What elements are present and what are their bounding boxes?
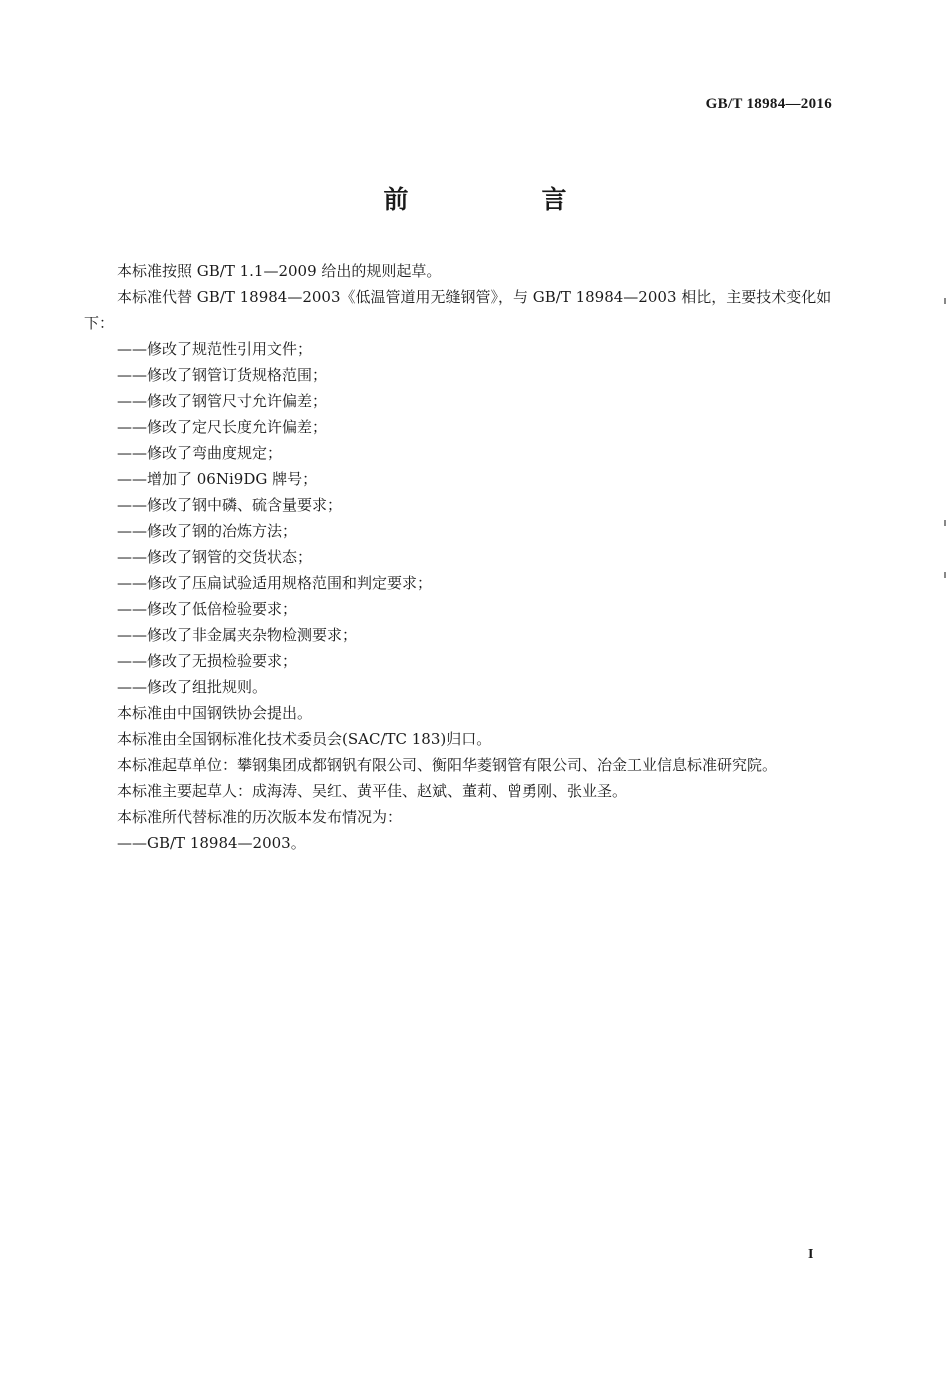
list-item: ——修改了组批规则。 <box>117 678 268 696</box>
page-title: 前 言 <box>383 185 621 214</box>
scan-mark <box>944 520 946 526</box>
list-item: ——修改了钢管的交货状态； <box>117 548 313 566</box>
drafting-units-paragraph: 本标准起草单位：攀钢集团成都钢钒有限公司、衡阳华菱钢管有限公司、冶金工业信息标准研究院。 <box>117 756 778 774</box>
changes-list <box>84 336 836 700</box>
scan-mark <box>944 298 946 304</box>
list-item: ——修改了无损检验要求； <box>117 652 298 670</box>
history-intro-paragraph: 本标准所代替标准的历次版本发布情况为： <box>117 808 403 826</box>
drafters-paragraph: 本标准主要起草人：成海涛、吴红、黄平佳、赵斌、董莉、曾勇刚、张业圣。 <box>117 782 628 800</box>
committee-paragraph: 本标准由全国钢标准化技术委员会(SAC/TC 183)归口。 <box>117 730 492 748</box>
list-item: ——修改了弯曲度规定； <box>117 444 283 462</box>
list-item: ——GB/T 18984—2003。 <box>117 834 306 852</box>
list-item: ——修改了非金属夹杂物检测要求； <box>117 626 358 644</box>
page-number: I <box>808 1247 814 1262</box>
intro-paragraph: 本标准按照 GB/T 1.1—2009 给出的规则起草。 <box>117 262 442 280</box>
proposer-paragraph: 本标准由中国钢铁协会提出。 <box>117 704 313 722</box>
scan-mark <box>944 572 946 578</box>
list-item: ——修改了钢的冶炼方法； <box>117 522 298 540</box>
list-item: ——修改了钢管尺寸允许偏差； <box>117 392 328 410</box>
list-item: ——修改了定尺长度允许偏差； <box>117 418 328 436</box>
list-item: ——修改了低倍检验要求； <box>117 600 298 618</box>
standard-code: GB/T 18984—2016 <box>705 96 832 112</box>
list-item: ——修改了钢管订货规格范围； <box>117 366 328 384</box>
list-item: ——增加了 06Ni9DG 牌号； <box>117 470 318 488</box>
list-item: ——修改了钢中磷、硫含量要求； <box>117 496 343 514</box>
list-item: ——修改了规范性引用文件； <box>117 340 313 358</box>
list-item: ——修改了压扁试验适用规格范围和判定要求； <box>117 574 433 592</box>
history-list <box>84 830 836 856</box>
foreword-body <box>84 258 836 856</box>
intro-paragraph: 本标准代替 GB/T 18984—2003《低温管道用无缝钢管》，与 GB/T 18984—2003 相比，主要技术变化如下： <box>84 288 832 332</box>
